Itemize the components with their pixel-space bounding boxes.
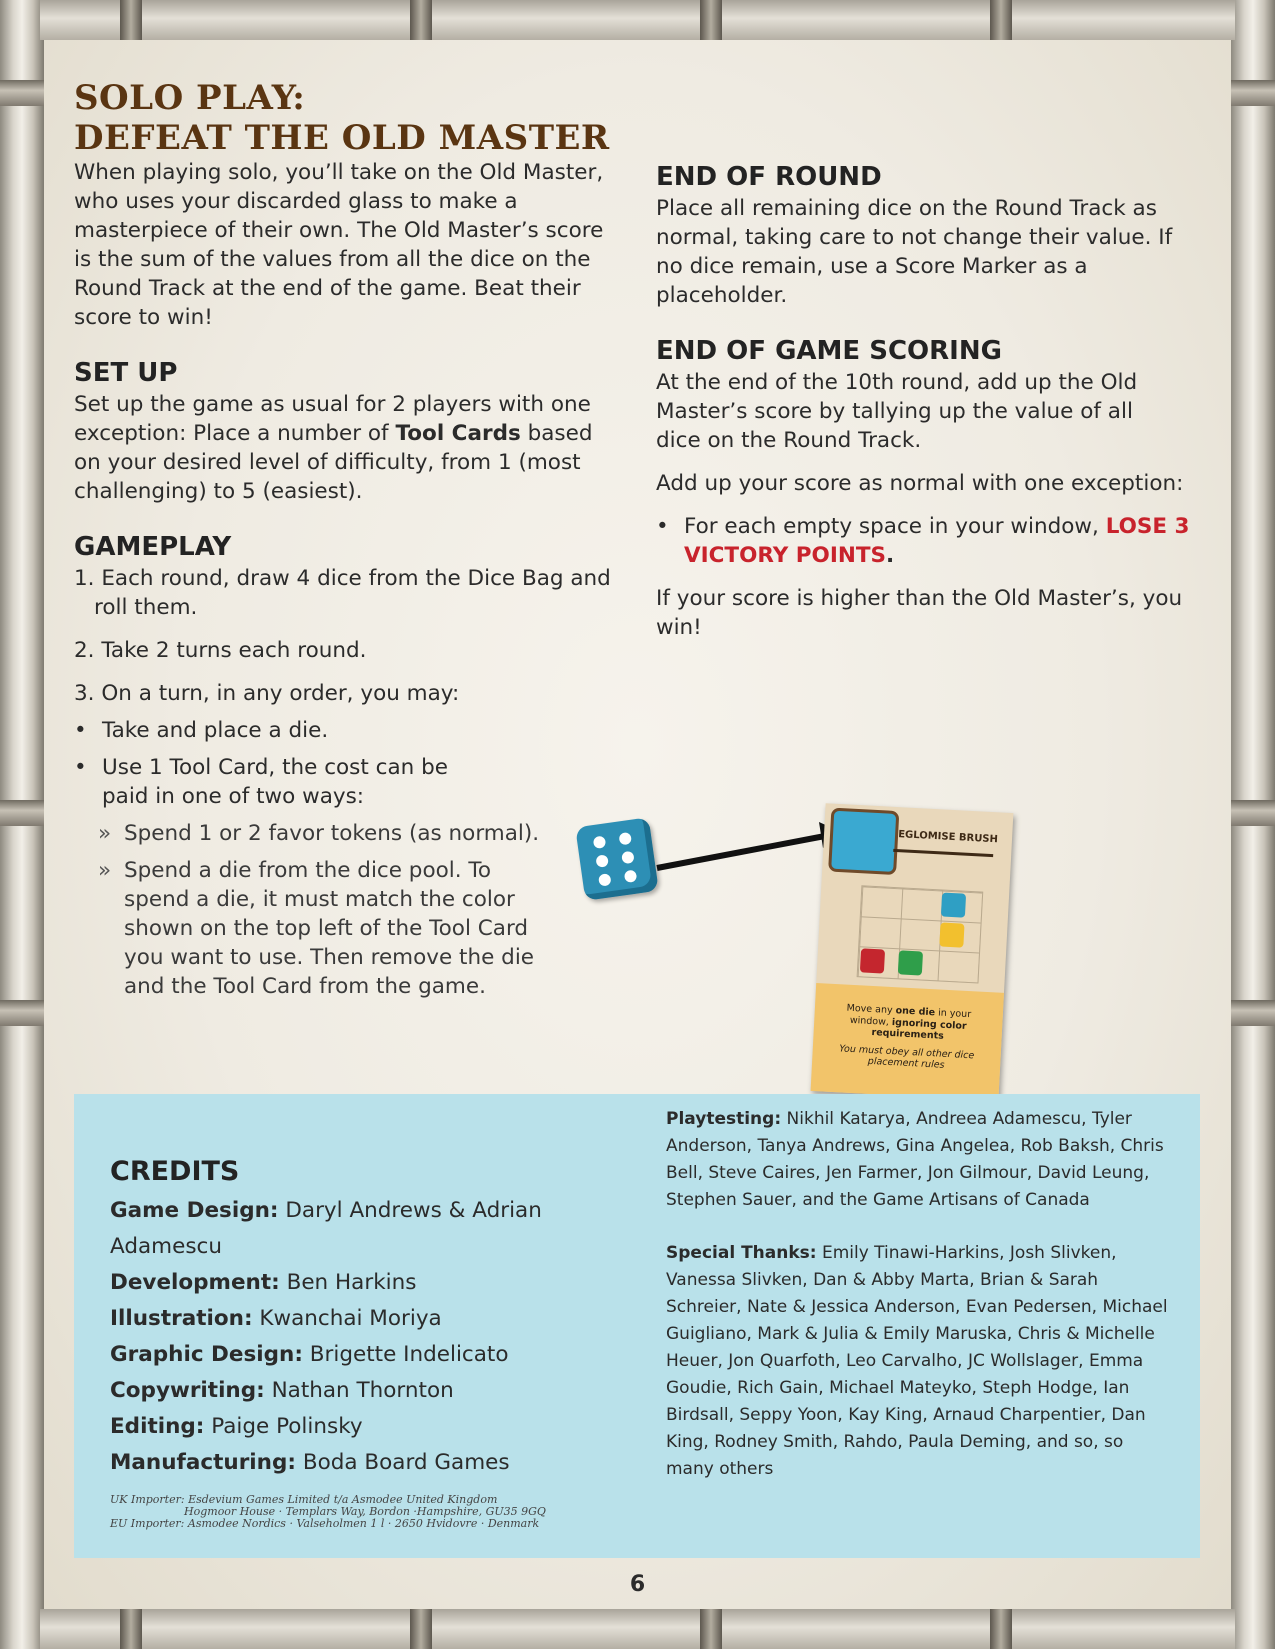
gameplay-step: 1. Each round, draw 4 dice from the Dice Bag and roll them. <box>74 566 611 620</box>
frame-bottom-rail <box>40 1609 1235 1649</box>
credit-row <box>110 1445 650 1481</box>
playtesting-text <box>666 1106 1176 1214</box>
card-text-italic: You must obey all other dice placement rules <box>839 1042 975 1071</box>
end-of-round-text: Place all remaining dice on the Round Track as normal, taking care to not change their value. If no dice remain, use a Score Marker as a placeholder. <box>656 196 1173 308</box>
credit-label: Illustration: <box>110 1306 253 1331</box>
rail-post <box>700 1609 722 1649</box>
page-title <box>74 78 614 158</box>
rail-post <box>700 0 722 40</box>
importer-line: UK Importer: Esdevium Games Limited t/a Asmodee United Kingdom <box>110 1493 498 1506</box>
die-pip <box>624 870 638 884</box>
sub-bullet-text: Spend 1 or 2 favor tokens (as normal). <box>124 821 540 846</box>
scoring-bullet-text <box>684 512 1196 570</box>
rail-post <box>990 1609 1012 1649</box>
rail-post <box>990 0 1012 40</box>
rail-post <box>410 0 432 40</box>
rail-post <box>120 0 142 40</box>
special-thanks-label: Special Thanks: <box>666 1243 817 1263</box>
pillar-band <box>0 1000 48 1026</box>
bullet-dot: • <box>74 755 87 780</box>
credit-value: Daryl Andrews & Adrian Adamescu <box>110 1198 542 1259</box>
mini-die-red <box>860 948 885 973</box>
credit-value: Nathan Thornton <box>264 1378 454 1403</box>
left-column <box>74 78 614 1001</box>
card-text-bold: one die <box>895 1005 936 1019</box>
setup-text <box>74 390 614 506</box>
arrow-line <box>657 836 825 868</box>
card-rules-text <box>826 1002 989 1074</box>
rail-post <box>410 1609 432 1649</box>
mini-die-blue <box>941 892 966 917</box>
credit-row <box>110 1409 650 1445</box>
credit-label: Editing: <box>110 1414 205 1439</box>
setup-heading: SET UP <box>74 358 178 388</box>
blue-die <box>575 817 659 901</box>
credit-value: Boda Board Games <box>295 1450 510 1475</box>
card-gem-icon <box>828 808 899 875</box>
importer-info <box>110 1494 546 1530</box>
lose-points-text: LOSE 3 VICTORY POINTS <box>684 514 1190 568</box>
credits-right <box>666 1106 1176 1483</box>
credit-row <box>110 1373 650 1409</box>
scoring-bullet-part: For each empty space in your window, <box>684 514 1106 539</box>
rail-post <box>120 1609 142 1649</box>
page-number: 6 <box>629 1572 646 1597</box>
right-column <box>656 160 1196 642</box>
credit-value: Brigette Indelicato <box>302 1342 509 1367</box>
card-divider <box>893 849 993 857</box>
credit-row <box>110 1265 650 1301</box>
die-pip <box>621 851 635 865</box>
card-text-part: in your window, <box>849 1007 972 1028</box>
credit-label: Development: <box>110 1270 280 1295</box>
end-of-game-exception: Add up your score as normal with one exception: <box>656 471 1184 496</box>
sub-bullet-text: Spend a die from the dice pool. To spend a die, it must match the color shown on the top left of the Tool Card you want to use. Then remove the die and the Tool Card from the game. <box>124 858 535 999</box>
card-text-part: Move any <box>846 1002 896 1017</box>
bullet-text: Take and place a die. <box>102 718 329 743</box>
setup-text-part: based on your desired level of difficulty, from 1 (most challenging) to 5 (easiest). <box>74 421 593 504</box>
bullet-dot: • <box>74 718 87 743</box>
pillar-band <box>1227 80 1275 106</box>
die-pip <box>595 854 609 868</box>
credits-panel <box>74 1094 1200 1558</box>
playtesting-names: Nikhil Katarya, Andreea Adamescu, Tyler Anderson, Tanya Andrews, Gina Angelea, Rob Baksh, Chris Bell, Steve Caires, Jen Farmer, Jon Gilmour, David Leung, Stephen Sauer, and the Game Artisans of Canada <box>666 1109 1164 1210</box>
intro-text: When playing solo, you’ll take on the Old Master, who uses your discarded glass to make a masterpiece of their own. The Old Master’s score is the sum of the values from all the dice on the Round Track at the end of the game. Beat their score to win! <box>74 160 604 330</box>
scoring-bullet <box>656 512 1196 570</box>
credit-value: Kwanchai Moriya <box>252 1306 442 1331</box>
bullet-text: Use 1 Tool Card, the cost can be paid in one of two ways: <box>102 755 448 809</box>
pillar-band <box>1227 800 1275 826</box>
title-line-1: SOLO PLAY: <box>74 78 306 118</box>
frame-left-pillar <box>0 0 44 1649</box>
frame-top-rail <box>40 0 1235 40</box>
importer-line: Hogmoor House · Templars Way, Bordon ·Hampshire, GU35 9GQ <box>184 1505 546 1518</box>
credit-value: Ben Harkins <box>279 1270 417 1295</box>
special-thanks-text <box>666 1240 1176 1483</box>
card-window-grid <box>857 885 984 983</box>
gameplay-bullet <box>74 753 474 811</box>
gameplay-bullet <box>74 716 614 745</box>
gameplay-step: 3. On a turn, in any order, you may: <box>74 681 460 706</box>
tool-cards-bold: Tool Cards <box>395 421 521 446</box>
credit-label: Copywriting: <box>110 1378 265 1403</box>
card-text-bold: ignoring color requirements <box>871 1016 967 1042</box>
end-of-game-heading: END OF GAME SCORING <box>656 336 1002 366</box>
scoring-bullet-part: . <box>885 543 895 568</box>
credits-heading: CREDITS <box>110 1156 240 1187</box>
gameplay-step: 2. Take 2 turns each round. <box>74 638 367 663</box>
card-rules-panel <box>811 983 1004 1101</box>
die-pip <box>618 832 632 846</box>
credit-label: Game Design: <box>110 1198 279 1223</box>
sub-bullet-mark: » <box>98 821 112 846</box>
credit-row <box>110 1337 650 1373</box>
credit-row <box>110 1193 650 1265</box>
frame-right-pillar <box>1231 0 1275 1649</box>
gameplay-sub-bullet <box>74 856 548 1001</box>
credit-row <box>110 1301 650 1337</box>
pillar-band <box>0 80 48 106</box>
mini-die-green <box>898 950 923 975</box>
card-title: EGLOMISE BRUSH <box>897 829 999 846</box>
die-pip <box>598 873 612 887</box>
end-of-game-text: At the end of the 10th round, add up the Old Master’s score by tallying up the value of all dice on the Round Track. <box>656 370 1138 453</box>
setup-text-part: Set up the game as usual for 2 players with one exception: Place a number of <box>74 392 591 446</box>
mini-die-yellow <box>939 922 964 947</box>
credit-value: Paige Polinsky <box>204 1414 363 1439</box>
credit-label: Graphic Design: <box>110 1342 303 1367</box>
gameplay-sub-bullet <box>74 819 614 848</box>
bullet-dot: • <box>656 514 669 539</box>
end-of-round-heading: END OF ROUND <box>656 162 882 192</box>
pillar-band <box>1227 1000 1275 1026</box>
sub-bullet-mark: » <box>98 858 112 883</box>
gameplay-heading: GAMEPLAY <box>74 532 232 562</box>
tool-card <box>811 803 1014 1100</box>
special-thanks-names: Emily Tinawi-Harkins, Josh Slivken, Vanessa Slivken, Dan & Abby Marta, Brian & Sarah Schreier, Nate & Jessica Anderson, Evan Pedersen, Michael Guigliano, Mark & Julia & Emily Maruska, Chris & Michelle Heuer, Jon Quarfoth, Leo Carvalho, JC Wollslager, Emma Goudie, Rich Gain, Michael Mateyko, Steph Hodge, Ian Birdsall, Seppy Yoon, Kay King, Arnaud Charpentier, Dan King, Rodney Smith, Rahdo, Paula Deming, and so, so many others <box>666 1243 1168 1479</box>
title-line-2: DEFEAT THE OLD MASTER <box>74 118 610 158</box>
win-condition-text: If your score is higher than the Old Master’s, you win! <box>656 586 1183 640</box>
die-pip <box>593 835 607 849</box>
playtesting-label: Playtesting: <box>666 1109 782 1129</box>
importer-line: EU Importer: Asmodee Nordics · Valseholmen 1 l · 2650 Hvidovre · Denmark <box>110 1517 540 1530</box>
pillar-band <box>0 800 48 826</box>
credit-label: Manufacturing: <box>110 1450 296 1475</box>
credits-left <box>110 1156 650 1481</box>
